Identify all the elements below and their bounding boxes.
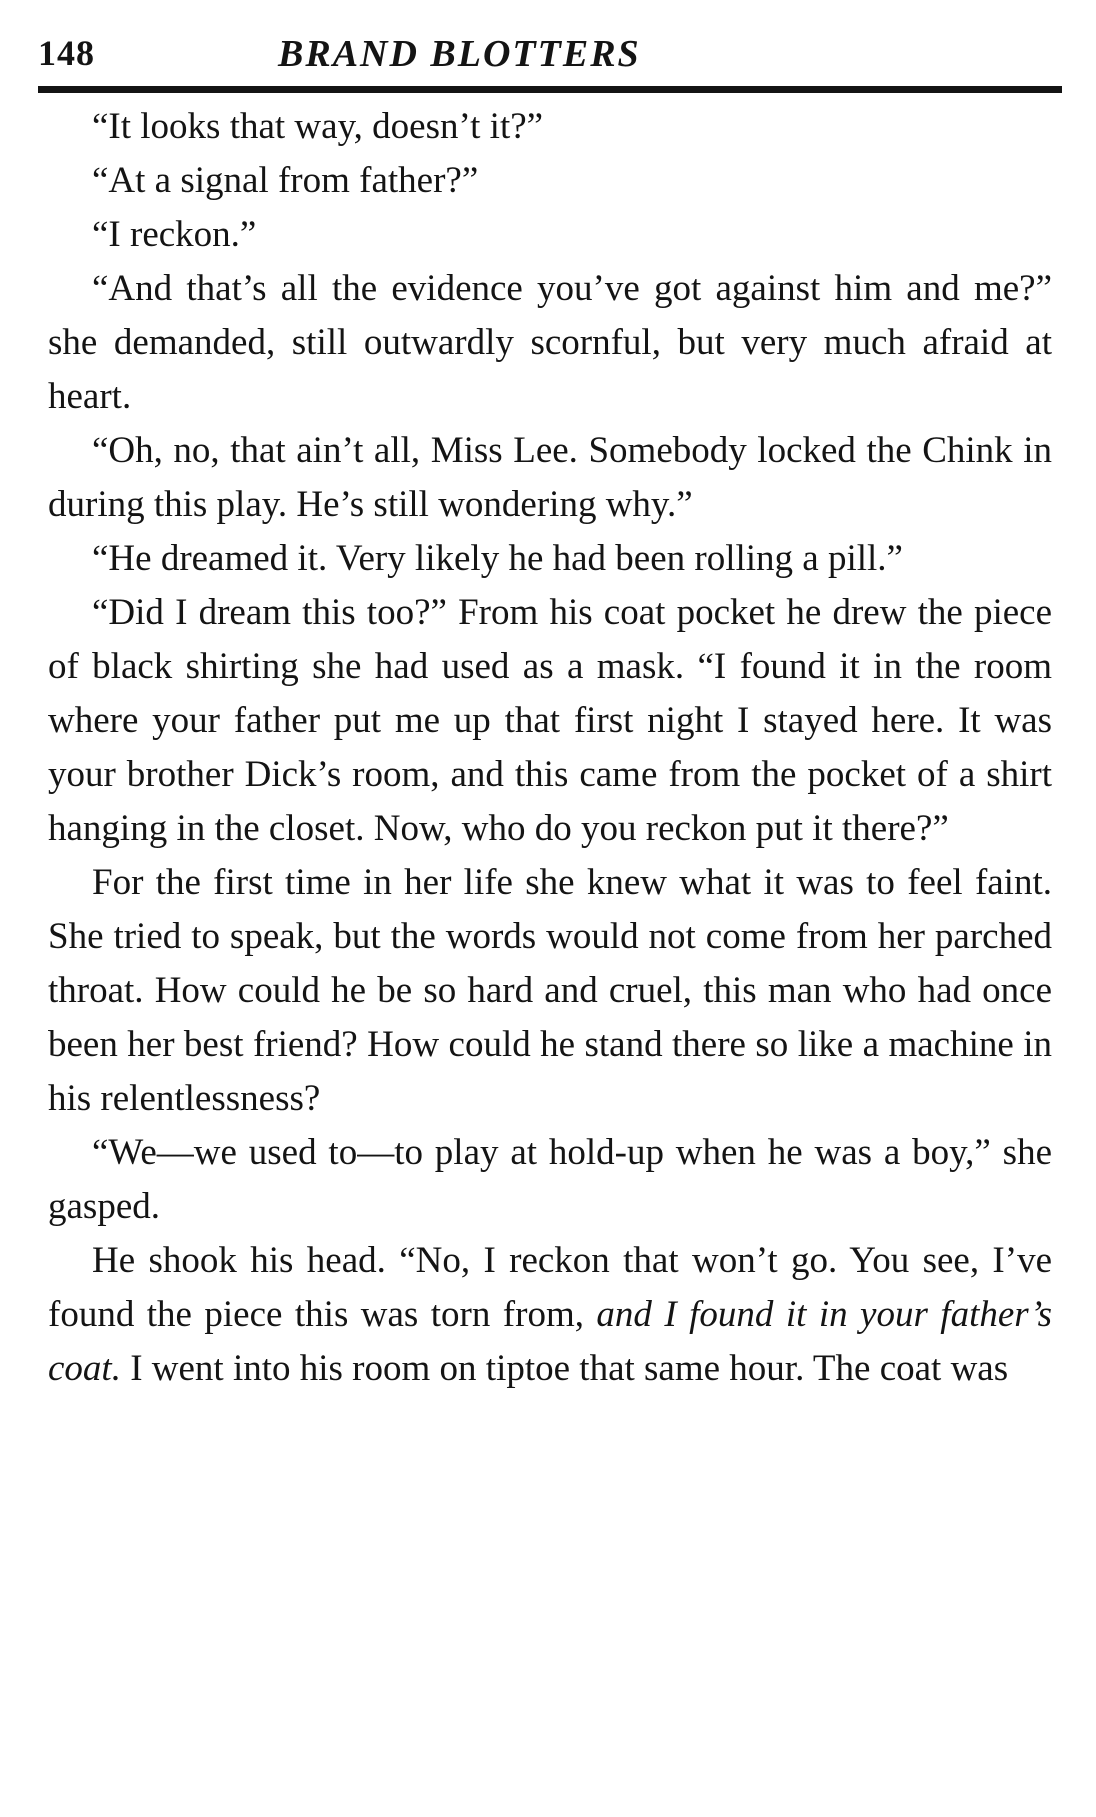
paragraph: “Oh, no, that ain’t all, Miss Lee. Somebody locked the Chink in during this play. He’s still wondering why.” — [48, 430, 1052, 525]
paragraph: For the first time in her life she knew what it was to feel faint. She tried to speak, but the words would not come from her parched throat. How could he be so hard and cruel, this man who had once been her best friend? How could he stand there so like a machine in his relentlessness? — [48, 862, 1052, 1119]
paragraph-text-before-italic: He shook his head. “No, I reckon that won’t go. You see, I’ve found the piece this was torn from, — [48, 1240, 1052, 1335]
paragraph-text-after-italic: I went into his room on tiptoe that same hour. The coat was — [120, 1348, 1009, 1389]
running-title: BRAND BLOTTERS — [278, 33, 641, 75]
paragraph: “Did I dream this too?” From his coat pocket he drew the piece of black shirting she had used as a mask. “I found it in the room where your father put me up that first night I stayed here. It was your brother Dick’s room, and this came from the pocket of a shirt hanging in the closet. Now, who do you reckon put it there?” — [48, 592, 1052, 849]
paragraph: “He dreamed it. Very likely he had been rolling a pill.” — [92, 538, 903, 579]
paragraph-italic-text: and I found it in your father’s coat. — [48, 1294, 1052, 1389]
paragraph: “At a signal from father?” — [92, 160, 479, 201]
paragraph: “And that’s all the evidence you’ve got against him and me?” she demanded, still outwardly scornful, but very much afraid at heart. — [48, 268, 1052, 417]
page-header — [38, 28, 1062, 88]
paragraph: “We—we used to—to play at hold-up when he was a boy,” she gasped. — [48, 1132, 1052, 1227]
header-rule — [38, 86, 1062, 93]
paragraph: “I reckon.” — [92, 214, 257, 255]
paragraph: “It looks that way, doesn’t it?” — [92, 106, 544, 147]
paragraph-last — [48, 1234, 1052, 1396]
page-number: 148 — [38, 33, 95, 73]
body-text — [48, 100, 1052, 1396]
